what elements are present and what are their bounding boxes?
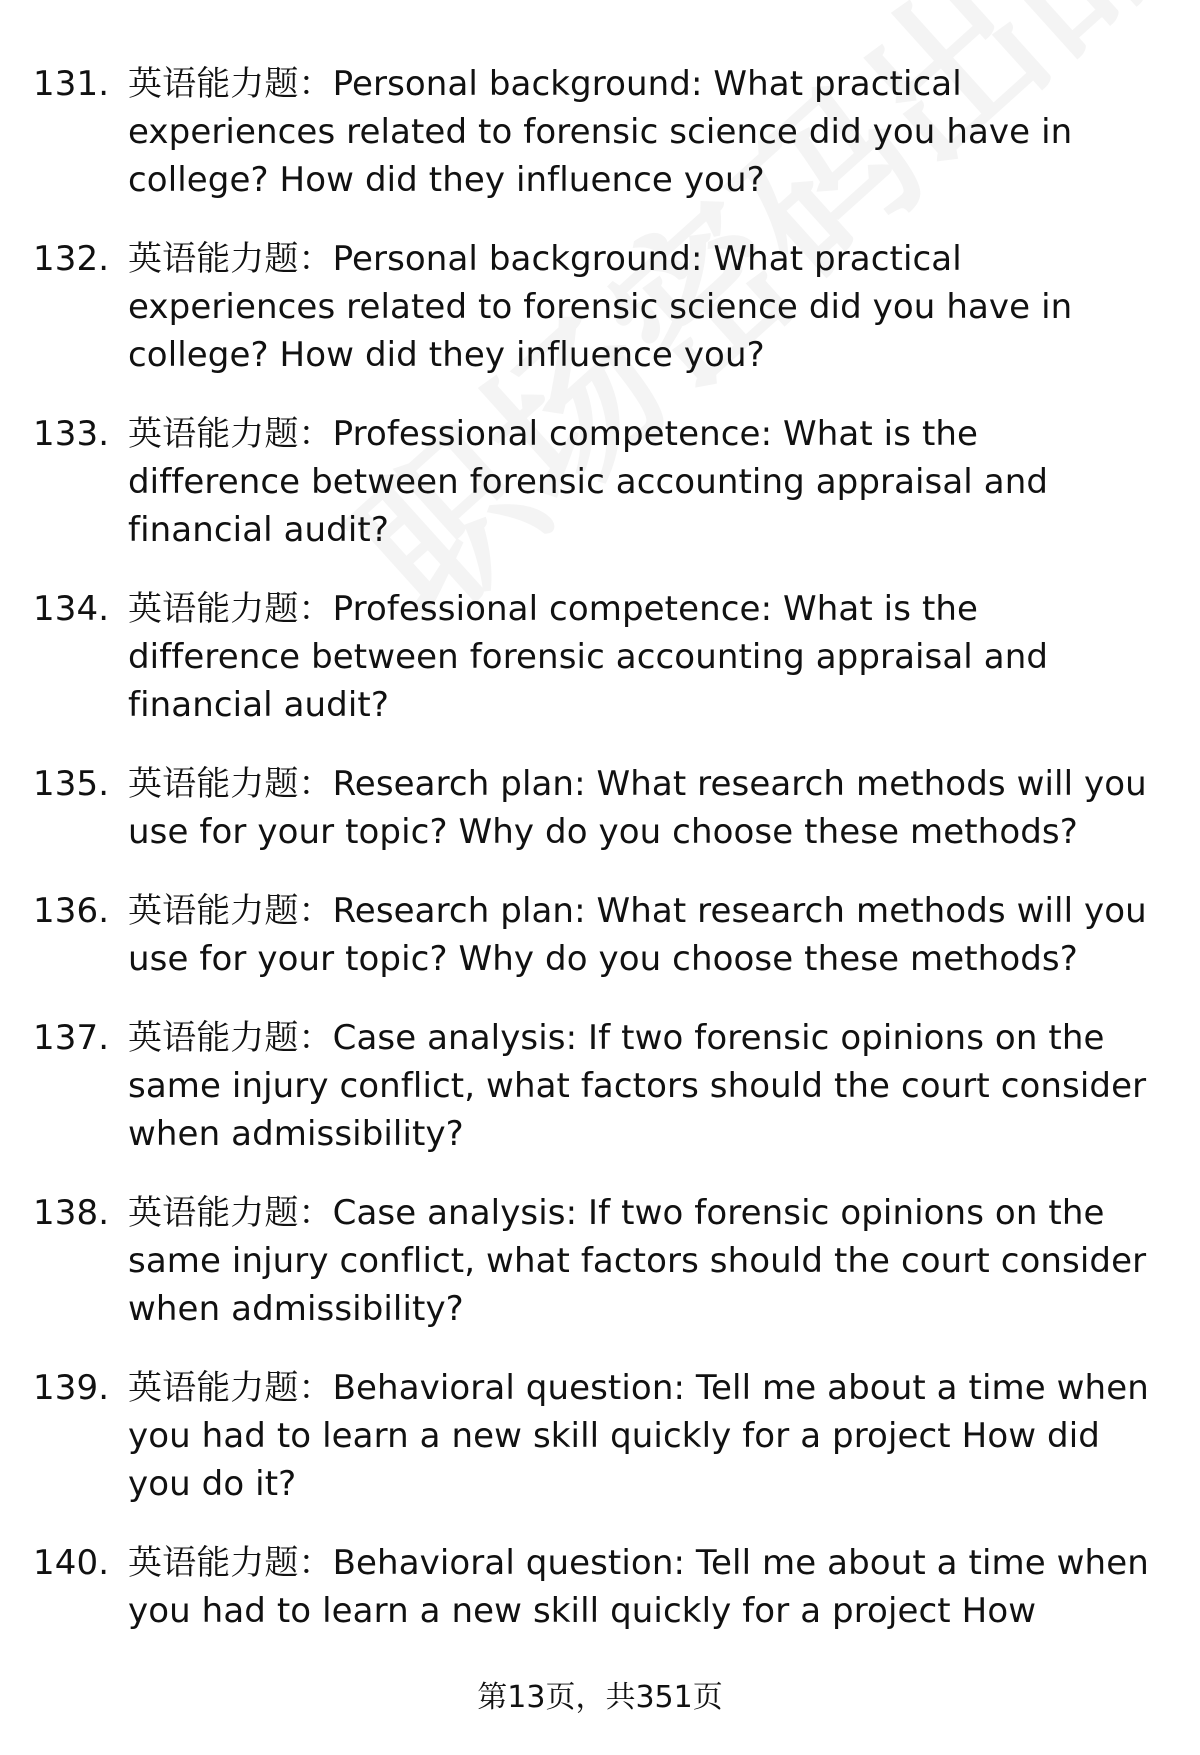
- question-text: Behavioral question: Tell me about a time when you had to learn a new skill quickly for a project How did you do it?: [128, 1368, 1149, 1504]
- question-category: 英语能力题：: [128, 1018, 333, 1058]
- question-number: 139.: [33, 1368, 110, 1408]
- question-category: 英语能力题：: [128, 414, 333, 454]
- question-number: 133.: [33, 414, 110, 454]
- page-footer: 第13页，共351页: [477, 1680, 723, 1715]
- question-list: [0, 60, 1200, 1666]
- question-item-139: [0, 1364, 1200, 1508]
- question-text: Professional competence: What is the difference between forensic accounting appraisal and financial audit?: [128, 589, 1049, 725]
- question-number: 136.: [33, 891, 110, 931]
- question-category: 英语能力题：: [128, 1368, 333, 1408]
- question-text: Personal background: What practical experiences related to forensic science did you have in college? How did they influence you?: [128, 239, 1073, 375]
- question-category: 英语能力题：: [128, 1193, 333, 1233]
- question-text: Professional competence: What is the difference between forensic accounting appraisal and financial audit?: [128, 414, 1049, 550]
- question-category: 英语能力题：: [128, 764, 333, 804]
- question-text: Case analysis: If two forensic opinions on the same injury conflict, what factors should the court consider when admissibility?: [128, 1018, 1147, 1154]
- question-number: 134.: [33, 589, 110, 629]
- question-item-136: [0, 887, 1200, 983]
- question-category: 英语能力题：: [128, 239, 333, 279]
- question-text: Research plan: What research methods will you use for your topic? Why do you choose these methods?: [128, 764, 1147, 852]
- question-item-131: [0, 60, 1200, 204]
- question-number: 140.: [33, 1543, 110, 1583]
- question-number: 138.: [33, 1193, 110, 1233]
- question-item-140: [0, 1539, 1200, 1635]
- question-category: 英语能力题：: [128, 891, 333, 931]
- question-text: Case analysis: If two forensic opinions on the same injury conflict, what factors should the court consider when admissibility?: [128, 1193, 1147, 1329]
- question-item-134: [0, 585, 1200, 729]
- question-text: Research plan: What research methods will you use for your topic? Why do you choose these methods?: [128, 891, 1147, 979]
- question-item-132: [0, 235, 1200, 379]
- question-category: 英语能力题：: [128, 589, 333, 629]
- question-number: 137.: [33, 1018, 110, 1058]
- question-item-133: [0, 410, 1200, 554]
- question-number: 135.: [33, 764, 110, 804]
- question-number: 131.: [33, 64, 110, 104]
- question-item-138: [0, 1189, 1200, 1333]
- question-text: Behavioral question: Tell me about a time when you had to learn a new skill quickly for a project How: [128, 1543, 1149, 1631]
- question-item-135: [0, 760, 1200, 856]
- question-number: 132.: [33, 239, 110, 279]
- question-category: 英语能力题：: [128, 64, 333, 104]
- question-item-137: [0, 1014, 1200, 1158]
- question-text: Personal background: What practical experiences related to forensic science did you have in college? How did they influence you?: [128, 64, 1073, 200]
- question-category: 英语能力题：: [128, 1543, 333, 1583]
